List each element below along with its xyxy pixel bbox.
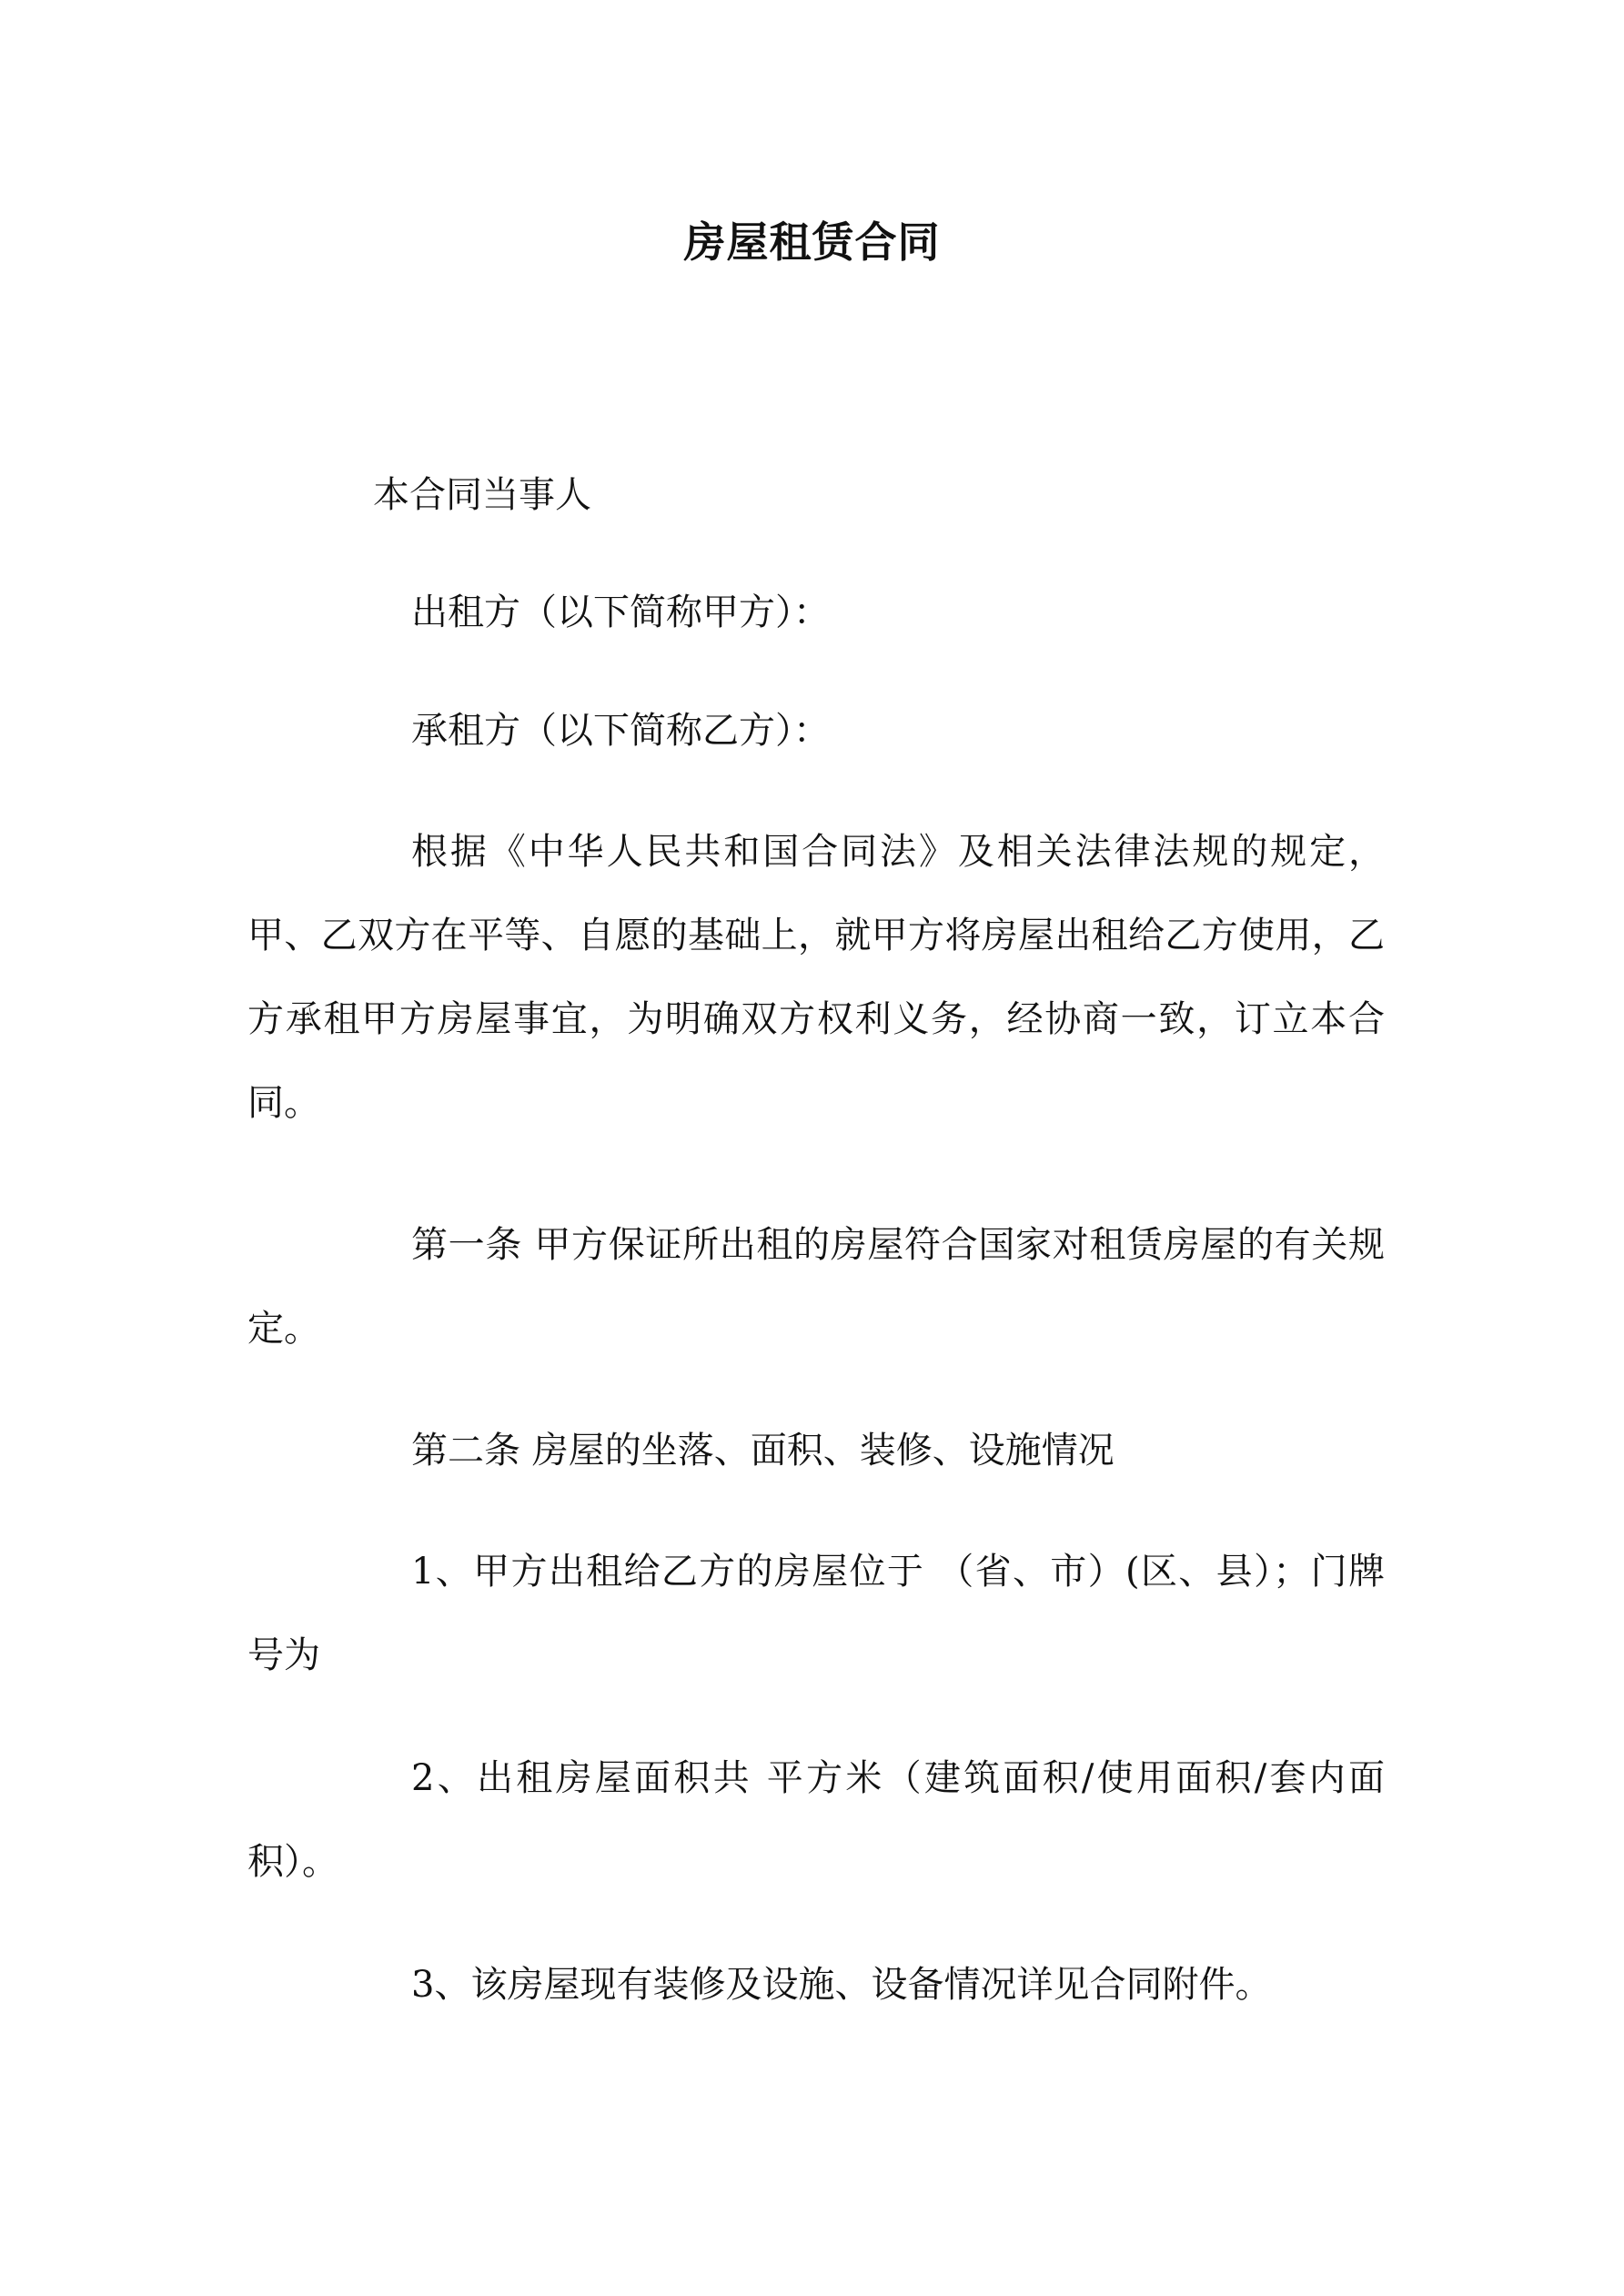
- paragraph-preamble: 根据《中华人民共和国合同法》及相关法律法规的规定，甲、乙双方在平等、自愿的基础上，就甲方将房屋出租给乙方使用，乙方承租甲方房屋事宜，为明确双方权利义务，经协商一致，订立本合同。: [247, 831, 1385, 1124]
- paragraph-lessor: 出租方（以下简称甲方）：: [411, 592, 830, 633]
- paragraph-item-2: 2、出租房屋面积共 平方米（建筑面积/使用面积/套内面积）。: [247, 1757, 1385, 1883]
- paragraph-parties-intro: 本合同当事人: [373, 474, 591, 516]
- paragraph-article-2: 第二条 房屋的坐落、面积、装修、设施情况: [411, 1430, 1115, 1472]
- document-title: 房屋租赁合同: [683, 217, 941, 267]
- paragraph-item-1: 1、甲方出租给乙方的房屋位于 （省、市）(区、县）；门牌号为: [247, 1551, 1385, 1676]
- paragraph-lessee: 承租方（以下简称乙方）：: [411, 710, 830, 752]
- paragraph-item-3: 3、该房屋现有装修及设施、设备情况详见合同附件。: [411, 1964, 1272, 2006]
- paragraph-article-1: 第一条 甲方保证所出租的房屋符合国家对租赁房屋的有关规定。: [247, 1224, 1385, 1350]
